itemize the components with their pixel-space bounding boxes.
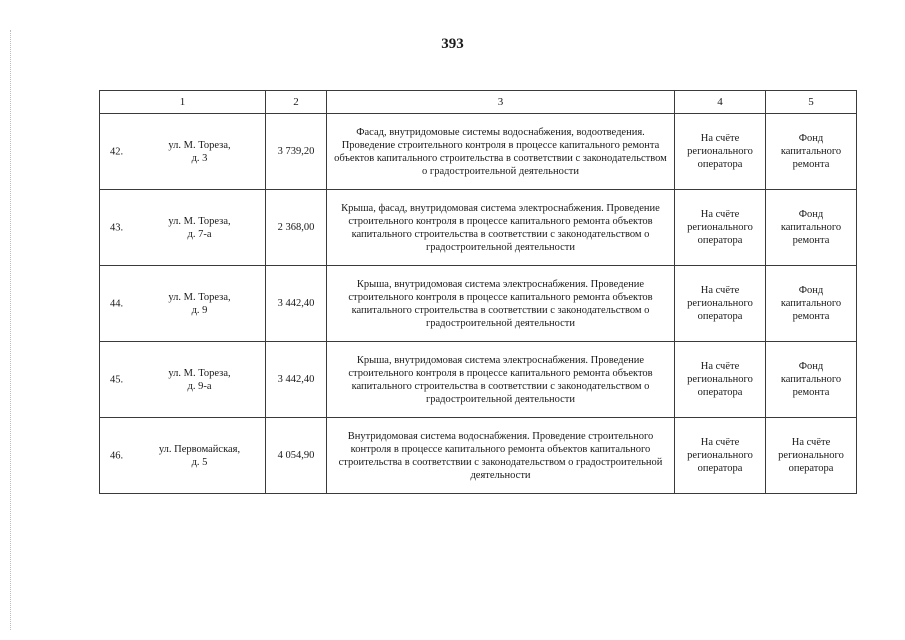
margin-rule	[10, 30, 11, 630]
page-number: 393	[441, 36, 464, 52]
col4-cell: На счёте регионального оператора	[675, 418, 766, 494]
works-cell: Фасад, внутридомовые системы водоснабжения, водоотведения. Проведение строительного контроля в процессе капитального ремонта объектов капитального строительства в соответствии с законодательством о градостроительной деятельности	[327, 114, 675, 190]
header-cell-5: 5	[766, 91, 857, 114]
address-line-street: ул. М. Тореза,	[168, 291, 231, 303]
header-row	[100, 91, 857, 114]
table-row	[100, 342, 857, 418]
address-line-street: ул. М. Тореза,	[168, 367, 231, 379]
address-cell	[100, 418, 266, 494]
col5-cell: Фонд капитального ремонта	[766, 266, 857, 342]
address-cell	[100, 342, 266, 418]
col5-cell: Фонд капитального ремонта	[766, 190, 857, 266]
row-number: 45.	[110, 374, 124, 385]
row-number: 42.	[110, 146, 124, 157]
header-cell-2: 2	[266, 91, 327, 114]
table-row	[100, 114, 857, 190]
area-cell: 4 054,90	[266, 418, 327, 494]
area-cell: 3 442,40	[266, 342, 327, 418]
address-line-street: ул. М. Тореза,	[168, 139, 231, 151]
col4-cell: На счёте регионального оператора	[675, 266, 766, 342]
works-cell: Крыша, фасад, внутридомовая система электроснабжения. Проведение строительного контроля в процессе капитального ремонта объектов капитального строительства в соответствии с законодательством о градостроительной деятельности	[327, 190, 675, 266]
address-line-street: ул. М. Тореза,	[168, 215, 231, 227]
works-cell: Внутридомовая система водоснабжения. Проведение строительного контроля в процессе капитального ремонта объектов капитального строительства в соответствии с законодательством о градостроительной деятельности	[327, 418, 675, 494]
address-cell	[100, 114, 266, 190]
works-cell: Крыша, внутридомовая система электроснабжения. Проведение строительного контроля в процессе капитального ремонта объектов капитального строительства в соответствии с законодательством о градостроительной деятельности	[327, 266, 675, 342]
header-cell-1: 1	[100, 91, 266, 114]
col4-cell: На счёте регионального оператора	[675, 114, 766, 190]
address-line-street: ул. Первомайская,	[158, 443, 241, 455]
header-cell-3: 3	[327, 91, 675, 114]
address-line-house: д. 9	[191, 304, 208, 316]
address-cell	[100, 266, 266, 342]
address-line-house: д. 3	[191, 152, 208, 164]
col5-cell: На счёте регионального оператора	[766, 418, 857, 494]
address-line-house: д. 9-а	[187, 380, 212, 392]
header-cell-4: 4	[675, 91, 766, 114]
row-number: 44.	[110, 298, 124, 309]
col5-cell: Фонд капитального ремонта	[766, 342, 857, 418]
address-line-house: д. 5	[191, 456, 208, 468]
col4-cell: На счёте регионального оператора	[675, 190, 766, 266]
table-row	[100, 266, 857, 342]
address-cell	[100, 190, 266, 266]
area-cell: 3 442,40	[266, 266, 327, 342]
row-number: 43.	[110, 222, 124, 233]
col5-cell: Фонд капитального ремонта	[766, 114, 857, 190]
area-cell: 3 739,20	[266, 114, 327, 190]
repair-schedule-table	[99, 90, 857, 494]
col4-cell: На счёте регионального оператора	[675, 342, 766, 418]
area-cell: 2 368,00	[266, 190, 327, 266]
row-number: 46.	[110, 450, 124, 461]
table-row	[100, 190, 857, 266]
works-cell: Крыша, внутридомовая система электроснабжения. Проведение строительного контроля в процессе капитального ремонта объектов капитального строительства в соответствии с законодательством о градостроительной деятельности	[327, 342, 675, 418]
table-row	[100, 418, 857, 494]
address-line-house: д. 7-а	[187, 228, 212, 240]
